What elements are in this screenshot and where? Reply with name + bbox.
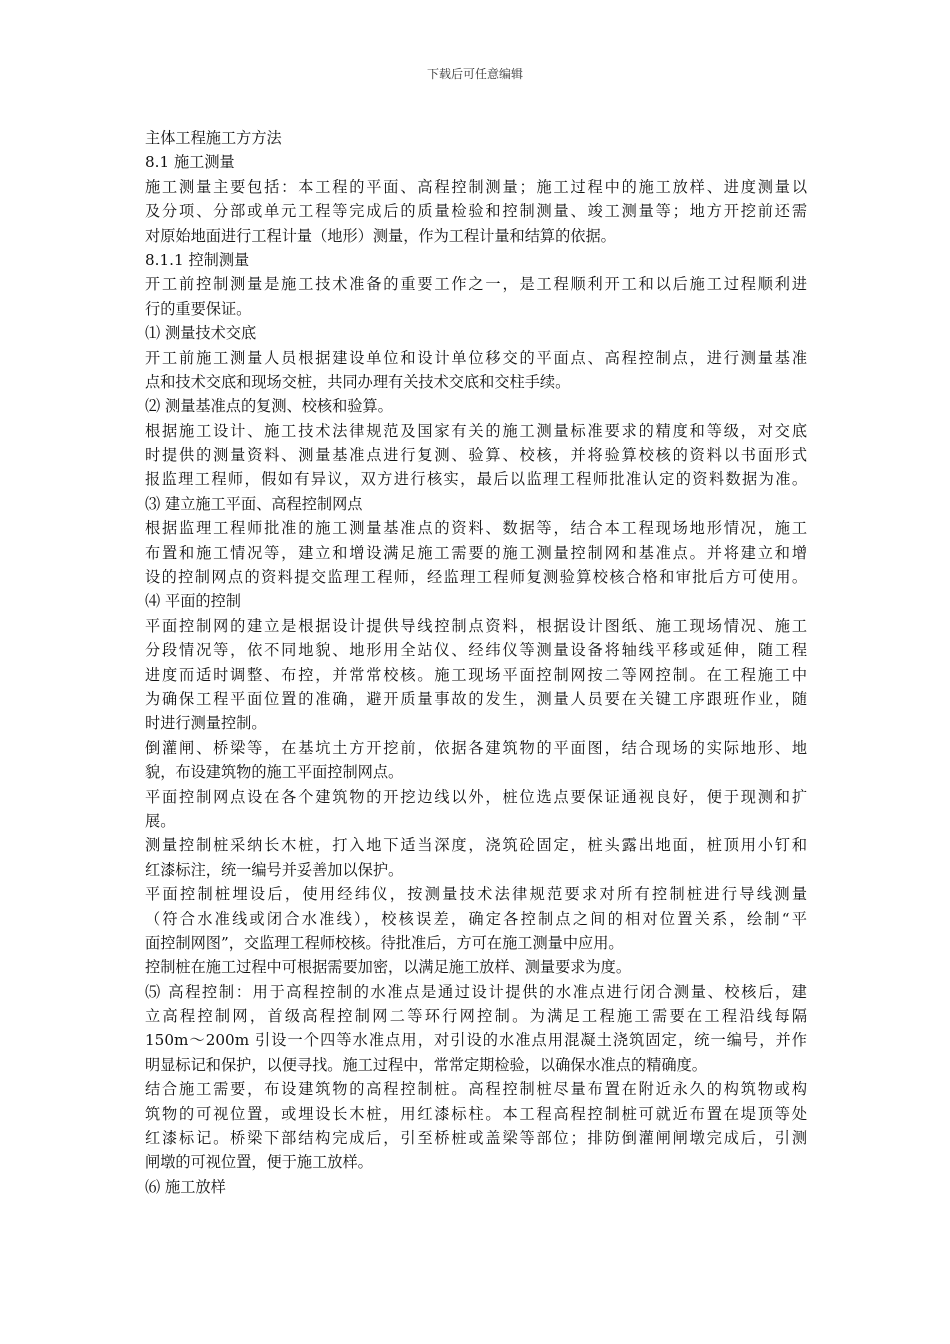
text-line: 展。 xyxy=(145,811,176,830)
text-line: 明显标记和保护，以便寻找。施工过程中，常常定期检验，以确保水准点的精确度。 xyxy=(145,1055,707,1074)
text-line: ⑹ 施工放样 xyxy=(145,1177,226,1196)
text-line: 时进行测量控制。 xyxy=(145,714,267,733)
text-line: 貌，布设建筑物的施工平面控制网点。 xyxy=(145,763,404,782)
text-line: 面控制网图”，交监理工程师校核。待批准后，方可在施工测量中应用。 xyxy=(145,933,624,952)
text-line: 分段情况等，依不同地貌、地形用全站仪、经纬仪等测量设备将轴线平移或延伸，随工程 xyxy=(145,641,807,660)
text-line: 平面控制网点设在各个建筑物的开挖边线以外，桩位选点要保证通视良好，便于现测和扩 xyxy=(145,787,807,806)
text-line: 开工前控制测量是施工技术准备的重要工作之一，是工程顺利开工和以后施工过程顺利进 xyxy=(145,275,807,294)
text-line: 倒灌闸、桥梁等，在基坑土方开挖前，依据各建筑物的平面图，结合现场的实际地形、地 xyxy=(145,738,807,757)
text-line: 主体工程施工方方法 xyxy=(145,129,282,147)
text-line: 平面控制桩埋设后，使用经纬仪，按测量技术法律规范要求对所有控制桩进行导线测量 xyxy=(145,885,807,904)
text-line: 时提供的测量资料、测量基准点进行复测、验算、校核，并将验算校核的资料以书面形式 xyxy=(145,446,807,465)
text-line: 报监理工程师，假如有异议，双方进行核实，最后以监理工程师批准认定的资料数据为准。 xyxy=(145,470,807,489)
text-line: 开工前施工测量人员根据建设单位和设计单位移交的平面点、高程控制点，进行测量基准 xyxy=(145,348,807,367)
text-line: 及分项、分部或单元工程等完成后的质量检验和控制测量、竣工测量等；地方开挖前还需 xyxy=(145,202,807,221)
text-line: 150m～200m 引设一个四等水准点用，对引设的水准点用混凝土浇筑固定，统一编号，并作 xyxy=(145,1031,807,1050)
text-line: （符合水准线或闭合水准线），校核误差，确定各控制点之间的相对位置关系，绘制“平 xyxy=(145,909,807,928)
text-line: 点和技术交底和现场交桩，共同办理有关技术交底和交柱手续。 xyxy=(145,372,571,391)
text-line: 筑物的可视位置，或埋设长木桩，用红漆标柱。本工程高程控制桩可就近布置在堤顶等处 xyxy=(145,1104,807,1123)
text-line: ⑶ 建立施工平面、高程控制网点 xyxy=(145,494,363,513)
text-line: 闸墩的可视位置，便于施工放样。 xyxy=(145,1153,373,1172)
text-line: 测量控制桩采纳长木桩，打入地下适当深度，浇筑砼固定，桩头露出地面，桩顶用小钉和 xyxy=(145,836,807,855)
text-line: 根据施工设计、施工技术法律规范及国家有关的施工测量标准要求的精度和等级，对交底 xyxy=(145,421,807,440)
text-line: 8.1 施工测量 xyxy=(145,153,235,172)
text-line: ⑸ 高程控制：用于高程控制的水准点是通过设计提供的水准点进行闭合测量、校核后，建 xyxy=(145,982,807,1001)
page-header: 下载后可任意编辑 xyxy=(426,67,523,81)
text-line: 控制桩在施工过程中可根据需要加密，以满足施工放样、测量要求为度。 xyxy=(145,958,631,977)
text-line: 红漆标注，统一编号并妥善加以保护。 xyxy=(145,860,404,879)
text-line: 施工测量主要包括：本工程的平面、高程控制测量；施工过程中的施工放样、进度测量以 xyxy=(145,177,807,196)
text-line: 结合施工需要，布设建筑物的高程控制桩。高程控制桩尽量布置在附近永久的构筑物或构 xyxy=(145,1080,807,1099)
text-line: 8.1.1 控制测量 xyxy=(145,250,250,269)
text-line: 对原始地面进行工程计量（地形）测量，作为工程计量和结算的依据。 xyxy=(145,226,616,245)
text-line: ⑴ 测量技术交底 xyxy=(145,324,257,343)
text-line: 为确保工程平面位置的准确，避开质量事故的发生，测量人员要在关键工序跟班作业，随 xyxy=(145,689,807,708)
text-line: ⑷ 平面的控制 xyxy=(145,592,241,611)
text-line: ⑵ 测量基准点的复测、校核和验算。 xyxy=(145,397,393,416)
text-line: 进度而适时调整、布控，并常常校核。施工现场平面控制网按二等网控制。在工程施工中 xyxy=(145,665,807,684)
text-line: 布置和施工情况等，建立和增设满足施工需要的施工测量控制网和基准点。并将建立和增 xyxy=(145,543,807,562)
document-body xyxy=(145,126,807,1199)
text-line: 立高程控制网，首级高程控制网二等环行网控制。为满足工程施工需要在工程沿线每隔 xyxy=(145,1007,807,1026)
text-line: 红漆标记。桥梁下部结构完成后，引至桥桩或盖梁等部位；排防倒灌闸闸墩完成后，引测 xyxy=(145,1129,807,1148)
text-line: 行的重要保证。 xyxy=(145,299,252,318)
text-line: 平面控制网的建立是根据设计提供导线控制点资料，根据设计图纸、施工现场情况、施工 xyxy=(145,616,807,635)
text-line: 设的控制网点的资料提交监理工程师，经监理工程师复测验算校核合格和审批后方可使用。 xyxy=(145,568,807,587)
text-line: 根据监理工程师批准的施工测量基准点的资料、数据等，结合本工程现场地形情况，施工 xyxy=(145,519,807,538)
